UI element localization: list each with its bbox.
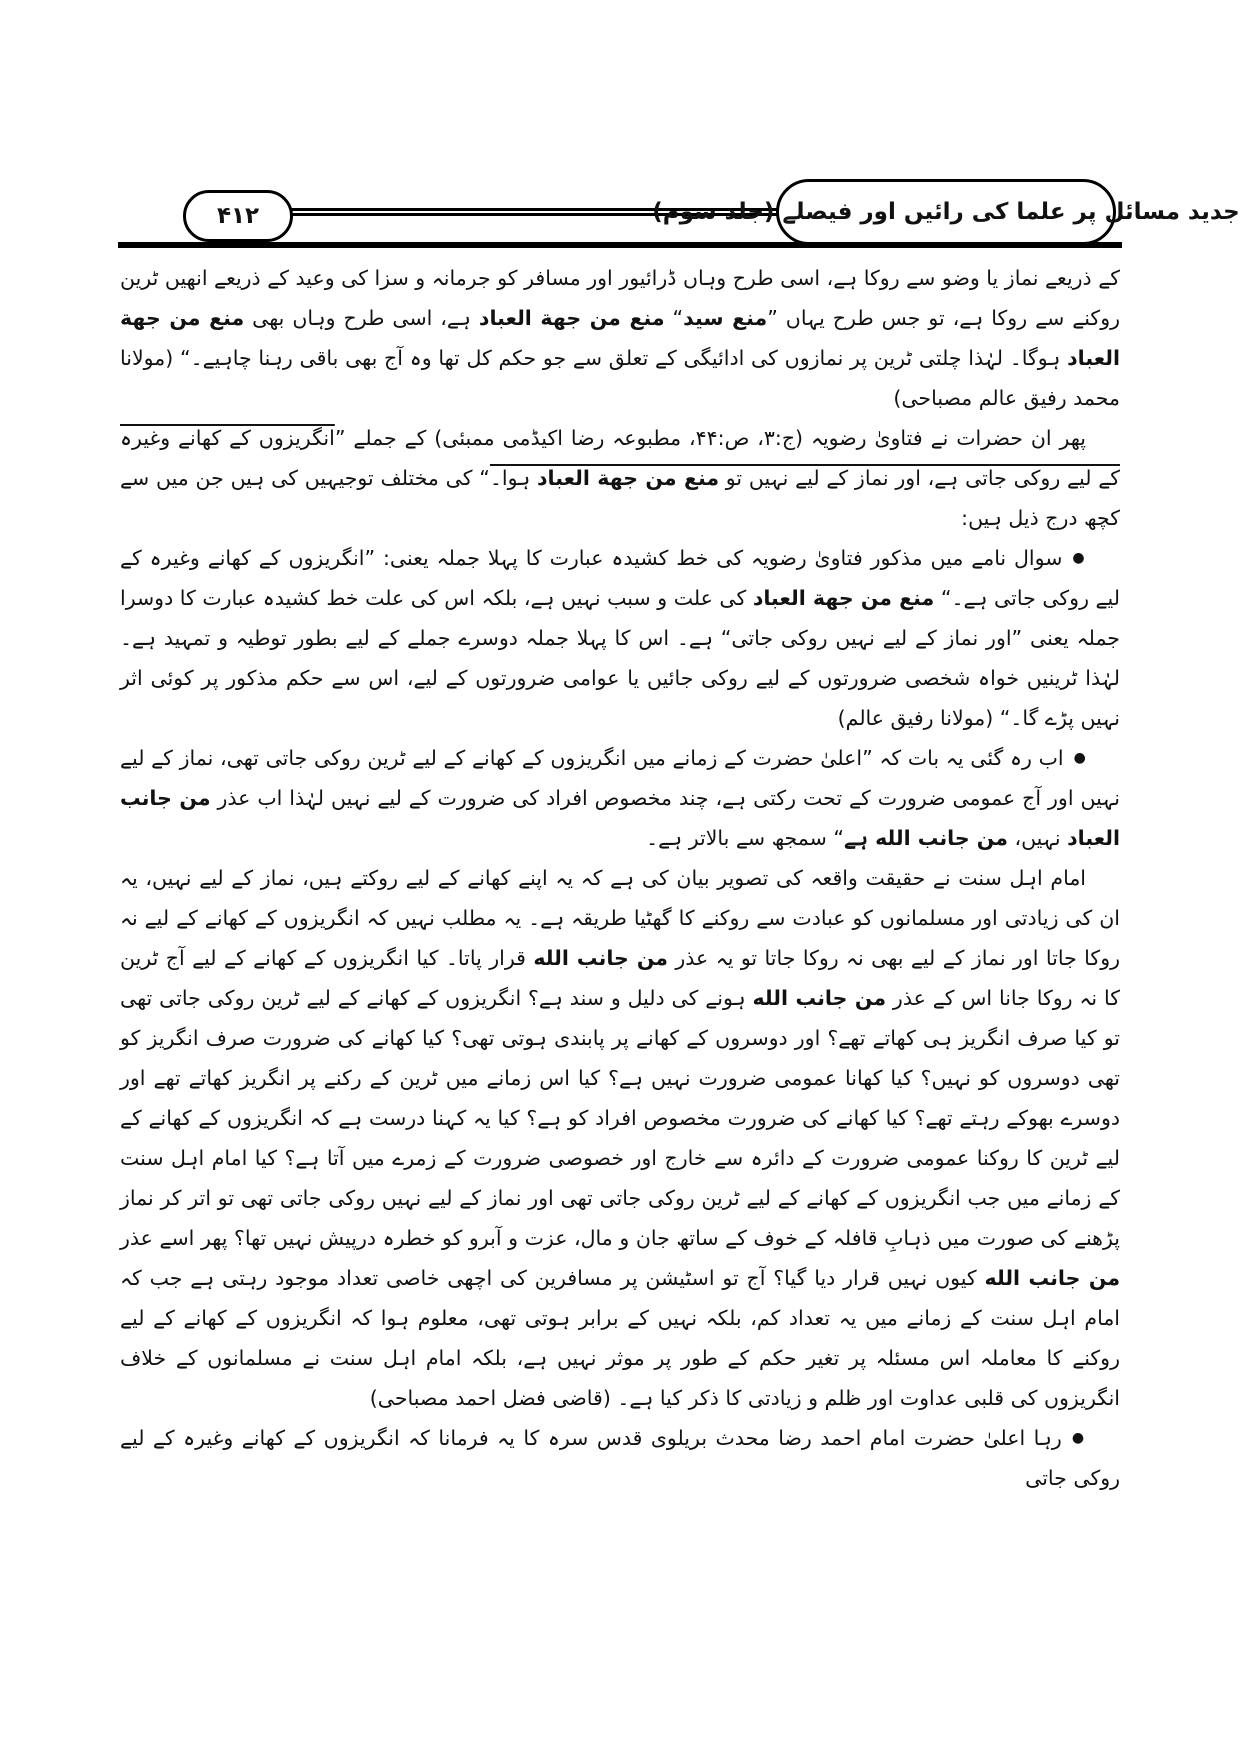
arabic-phrase: منع من جهة العباد (752, 586, 935, 610)
bullet-item-3 (120, 1418, 1120, 1498)
arabic-phrase: منع من جهة العباد (478, 306, 665, 330)
arabic-phrase: منع من جهة العباد (120, 306, 1120, 370)
text-segment: ہونے کی دلیل و سند ہے؟ انگریزوں کے کھانے کے لیے ٹرین روکی جاتی تھی تو کیا صرف انگریز ہی کھاتے تھے؟ اور دوسروں کے کھانے پر پابندی ہوتی تھی؟ کیا کھانے کی ضرورت صرف انگریز کو تھی دوسروں کو نہیں؟ کیا کھانا عمومی ضرورت نہیں ہے؟ کیا اس زمانے میں ٹرین کے رکنے پر انگریز کھاتے تھے اور دوسرے بھوکے رہتے تھے؟ کیا کھانے کی ضرورت مخصوص افراد کو ہے؟ کیا یہ کہنا درست ہے کہ انگریزوں کے کھانے کے لیے ٹرین کا روکنا عمومی ضرورت کے دائرہ سے خارج اور خصوصی ضرورت کے زمرے میں آتا ہے؟ کیا امام اہل سنت کے زمانے میں جب انگریزوں کے کھانے کے لیے ٹرین روکی جاتی تھی اور نماز کے لیے نہیں روکی جاتی تھی تو اتر کر نماز پڑھنے کی صورت میں ذہابِ قافلہ کے خوف کے ساتھ جان و مال، عزت و آبرو کو خطرہ درپیش نہیں تھا؟ پھر اسے عذر (120, 986, 1120, 1250)
text-segment: “ سمجھ سے بالاتر ہے۔ (646, 826, 844, 850)
text-segment: “ کی مختلف توجیہیں کی ہیں جن میں سے کچھ درج ذیل ہیں: (120, 466, 1120, 530)
text-segment: ہوگا۔ لہٰذا چلتی ٹرین پر نمازوں کی ادائیگی کے تعلق سے جو حکم کل تھا وہ آج بھی باقی رہنا چاہیے۔“ (مولانا محمد رفیق عالم مصباحی) (120, 346, 1120, 410)
text-segment: قرار پاتا۔ کیا انگریزوں کے کھانے کے لیے آج ٹرین کا نہ روکا جانا اس کے عذر (120, 946, 1120, 1010)
text-segment: رہا اعلیٰ حضرت امام احمد رضا محدث بریلوی قدس سرہ کا یہ فرمانا کہ انگریزوں کے کھانے وغیرہ کے لیے روکی جاتی (120, 1426, 1120, 1490)
page-number-badge (183, 190, 293, 242)
bullet-item-1 (120, 538, 1120, 738)
text-segment: ہے، اسی طرح وہاں بھی (244, 306, 479, 330)
text-segment: پھر ان حضرات نے فتاویٰ رضویہ (ج:۳، ص:۴۴، مطبوعہ رضا اکیڈمی ممبئی) کے جملے ” (334, 426, 1086, 450)
underlined-quote: انگریزوں کے کھانے وغیرہ کے لیے روکی جاتی ہے، اور نماز کے لیے نہیں تو (120, 426, 1120, 490)
paragraph-fatawa-reference (120, 418, 1120, 538)
arabic-phrase: من جانب العباد (120, 786, 1120, 850)
arabic-phrase: من جانب الله (984, 1266, 1121, 1290)
bullet-item-2 (120, 738, 1120, 858)
paragraph-continuation (120, 258, 1120, 418)
book-title-badge (652, 179, 1240, 245)
arabic-phrase: من جانب الله (533, 946, 668, 970)
underlined-quote: ہوا۔ (489, 466, 538, 490)
text-segment: “ (664, 306, 684, 330)
bullet-icon: ● (1072, 550, 1087, 566)
page-number: ۴۱۲ (216, 203, 260, 229)
text-segment: کی علت و سبب نہیں ہے، بلکہ اس کی علت خط کشیدہ عبارت کا دوسرا جملہ یعنی ”اور نماز کے لیے نہیں روکی جاتی“ ہے۔ اس کا پہلا جملہ دوسرے جملے کے لیے بطور توطیہ و تمہید ہے۔ لہٰذا ٹرینیں خواہ شخصی ضرورتوں کے لیے روکی جائیں یا عوامی ضرورتوں کے لیے، اس سے حکم مذکور پر کوئی اثر نہیں پڑے گا۔“ (مولانا رفیق عالم) (120, 586, 1120, 730)
page-body (120, 258, 1120, 1498)
bullet-icon: ● (1071, 1430, 1086, 1446)
text-segment: کیوں نہیں قرار دیا گیا؟ آج تو اسٹیشن پر مسافرین کی اچھی خاصی تعداد موجود رہتی ہے جب کہ امام اہل سنت کے زمانے میں یہ تعداد کم، بلکہ نہیں کے برابر ہوتی تھی، معلوم ہوا کہ انگریزوں کے کھانے کے لیے روکنے کا معاملہ اس مسئلہ پر تغیر حکم کے طور پر موثر نہیں ہے، بلکہ امام اہل سنت نے مسلمانوں کے خلاف انگریزوں کی قلبی عداوت اور ظلم و زیادتی کا ذکر کیا ہے۔ (قاضی فضل احمد مصباحی) (120, 1266, 1120, 1410)
bullet-icon: ● (1073, 750, 1086, 766)
book-title: جدید مسائل پر علما کی رائیں اور فیصلے (جلد سوم) (652, 199, 1240, 225)
paragraph-imam-ahle-sunnat (120, 858, 1120, 1418)
arabic-phrase: من جانب الله ہے (843, 826, 1008, 850)
arabic-phrase: منع سید (683, 306, 768, 330)
text-segment: کے ذریعے نماز یا وضو سے روکا ہے، اسی طرح وہاں ڈرائیور اور مسافر کو جرمانہ و سزا کی وعید کے ذریعے انھیں ٹرین روکنے سے روکا ہے، تو جس طرح یہاں ” (120, 266, 1120, 330)
arabic-phrase: من جانب الله (752, 986, 887, 1010)
text-segment: نہیں، (1007, 826, 1068, 850)
underlined-arabic-phrase: منع من جهة العباد (537, 466, 720, 490)
text-segment: اب رہ گئی یہ بات کہ ”اعلیٰ حضرت کے زمانے میں انگریزوں کے کھانے کے لیے ٹرین روکی جاتی تھی، نماز کے لیے نہیں اور آج عمومی ضرورت کے تحت رکتی ہے، چند مخصوص افراد کی ضرورت کے لیے نہیں لہٰذا اب عذر (120, 746, 1120, 810)
text-segment: امام اہل سنت نے حقیقت واقعہ کی تصویر بیان کی ہے کہ یہ اپنے کھانے کے لیے روکتے ہیں، نماز کے لیے نہیں، یہ ان کی زیادتی اور مسلمانوں کو عبادت سے روکنے کا گھٹیا طریقہ ہے۔ یہ مطلب نہیں کہ انگریزوں کے کھانے کے لیے نہ روکا جاتا اور نماز کے لیے بھی نہ روکا جاتا تو یہ عذر (120, 866, 1120, 970)
text-segment: سوال نامے میں مذکور فتاویٰ رضویہ کی خط کشیدہ عبارت کا پہلا جملہ یعنی: ”انگریزوں کے کھانے وغیرہ کے لیے روکی جاتی ہے۔“ (120, 546, 1120, 610)
